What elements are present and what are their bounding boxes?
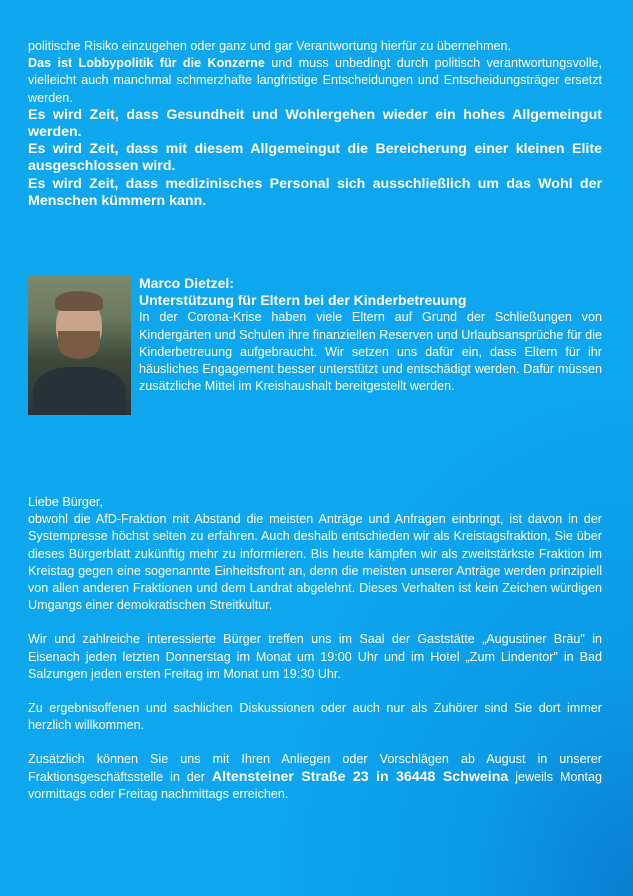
letter-paragraph-3: Zu ergebnisoffenen und sachlichen Diskussionen oder auch nur als Zuhörer sind Sie dort immer herzlich willkommen. — [28, 701, 602, 733]
office-text-end: jeweils Montag vormittags oder Freitag nachmittags erreichen. — [28, 769, 602, 801]
candidate-bio — [139, 275, 602, 395]
lobby-statement: Das ist Lobbypolitik für die Konzerne — [28, 56, 265, 71]
candidate-text: In der Corona-Krise haben viele Eltern auf Grund der Schließungen von Kindergärten und Schulen ihre finanziellen Reserven und Urlaubsansprüche für die Kinderbetreuung aufgebraucht. Wir setzen uns dafür ein, dass Eltern für ihr häusliches Engagement besser unterstützt und entschädigt werden. Dafür müssen zusätzliche Mittel im Kreishaushalt bereitgestellt werden. — [139, 310, 602, 394]
office-text-start: Zusätzlich können Sie uns mit Ihren Anliegen oder Vorschlägen ab August in unserer Fraktionsgeschäftsstelle in der — [28, 752, 602, 784]
letter-section — [28, 494, 602, 803]
candidate-topic: Unterstützung für Eltern bei der Kinderbetreuung — [139, 292, 467, 309]
letter-paragraph-1: obwohl die AfD-Fraktion mit Abstand die meisten Anträge und Anfragen einbringt, ist davon in der Systempresse höchst selten zu erfahren. Auch deshalb entschieden wir als Kreistagsfraktion, Sie über dieses Bürgerblatt zukünftig mehr zu informieren. Bis heute kämpfen wir als zweitstärkste Fraktion im Kreistag gegen eine sogenannte Einheitsfront an, denn die meisten unserer Anträge werden prinzipiell von allen anderen Fraktionen und dem Landrat abgelehnt. Dieses Verhalten ist kein Zeichen würdigen Umgangs einer demokratischen Streitkultur. — [28, 512, 602, 613]
letter-paragraph-2: Wir und zahlreiche interessierte Bürger treffen uns im Saal der Gaststätte „Augustiner Bräu" in Eisenach jeden letzten Donnerstag im Monat um 19:00 Uhr und im Hotel „Zum Lindentor" in Bad Salzungen jeden ersten Freitag im Monat um 19:30 Uhr. — [28, 632, 602, 681]
candidate-name: Marco Dietzel: — [139, 275, 234, 291]
intro-paragraph — [28, 38, 602, 107]
portrait-photo — [28, 275, 131, 415]
letter-salutation: Liebe Bürger, — [28, 495, 103, 509]
office-address: Altensteiner Straße 23 in 36448 Schweina — [211, 768, 509, 785]
intro-line: politische Risiko einzugehen oder ganz und gar Verantwortung hierfür zu übernehmen. — [28, 39, 512, 53]
claim-elite: Es wird Zeit, dass mit diesem Allgemeingut die Bereicherung einer kleinen Elite ausgeschlossen wird. — [28, 141, 602, 175]
letter-paragraph-4 — [28, 751, 602, 803]
lobby-text: und muss unbedingt durch politisch verantwortungsvolle, vielleicht auch manchmal schmerzhafte langfristige Entscheidungen und Entscheidungsträger ersetzt werden. — [28, 56, 602, 105]
claim-medical-staff: Es wird Zeit, dass medizinisches Personal sich ausschließlich um das Wohl der Menschen kümmern kann. — [28, 175, 602, 209]
intro-section — [28, 38, 602, 210]
claim-health: Es wird Zeit, dass Gesundheit und Wohlergehen wieder ein hohes Allgemeingut werden. — [28, 106, 602, 141]
